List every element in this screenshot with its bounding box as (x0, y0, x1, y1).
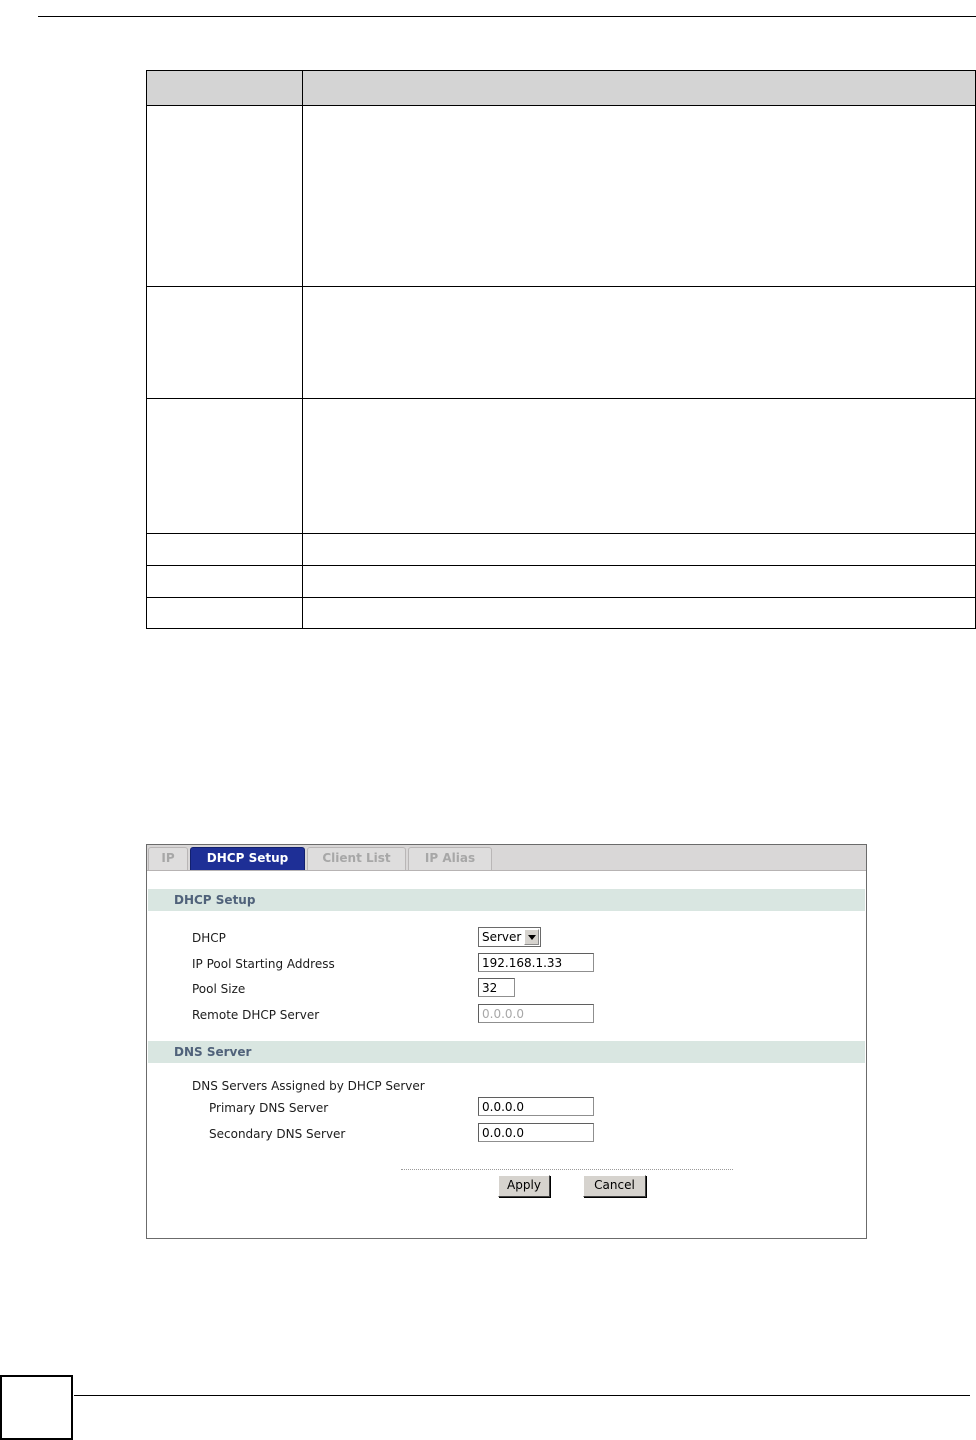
table-row (147, 598, 976, 629)
table-cell (147, 534, 303, 566)
table-header-cell (303, 71, 976, 106)
secondary-dns-input[interactable] (478, 1123, 594, 1142)
table-row (147, 534, 976, 566)
tab-dhcp-setup[interactable]: DHCP Setup (190, 847, 305, 870)
table-row (147, 287, 976, 399)
table-cell (303, 399, 976, 534)
table-cell (303, 106, 976, 287)
table-row (147, 106, 976, 287)
pool-size-input[interactable] (478, 978, 515, 997)
dhcp-setup-section-title: DHCP Setup (148, 889, 865, 911)
chevron-down-icon[interactable] (524, 929, 539, 945)
remote-dhcp-input[interactable] (478, 1004, 594, 1023)
cancel-button[interactable]: Cancel (583, 1175, 646, 1197)
table-cell (147, 566, 303, 598)
table-cell (147, 106, 303, 287)
page-number-box (0, 1375, 73, 1440)
dns-assigned-label: DNS Servers Assigned by DHCP Server (192, 1079, 425, 1093)
secondary-dns-label: Secondary DNS Server (209, 1127, 346, 1141)
primary-dns-input[interactable] (478, 1097, 594, 1116)
table-cell (303, 287, 976, 399)
table-header-cell (147, 71, 303, 106)
tab-bar (147, 845, 866, 871)
description-table (146, 70, 976, 629)
table-header-row (147, 71, 976, 106)
table-cell (147, 287, 303, 399)
dhcp-label: DHCP (192, 931, 226, 945)
dhcp-mode-select[interactable] (478, 927, 541, 947)
apply-button[interactable]: Apply (498, 1175, 550, 1197)
tab-ip[interactable]: IP (148, 847, 188, 870)
tab-client-list[interactable]: Client List (307, 847, 406, 870)
header-rule (38, 16, 976, 17)
table-cell (147, 598, 303, 629)
table-cell (303, 566, 976, 598)
dhcp-setup-screen (146, 844, 867, 1239)
table-cell (303, 598, 976, 629)
footer-rule (74, 1395, 970, 1396)
pool-size-label: Pool Size (192, 982, 246, 996)
remote-dhcp-label: Remote DHCP Server (192, 1008, 320, 1022)
dns-server-section-title: DNS Server (148, 1041, 865, 1063)
table-cell (303, 534, 976, 566)
table-cell (147, 399, 303, 534)
button-divider (401, 1169, 733, 1170)
tab-ip-alias[interactable]: IP Alias (408, 847, 492, 870)
primary-dns-label: Primary DNS Server (209, 1101, 329, 1115)
table-row (147, 399, 976, 534)
table-row (147, 566, 976, 598)
pool-start-label: IP Pool Starting Address (192, 957, 335, 971)
dhcp-mode-value: Server (482, 930, 522, 944)
pool-start-input[interactable] (478, 953, 594, 972)
